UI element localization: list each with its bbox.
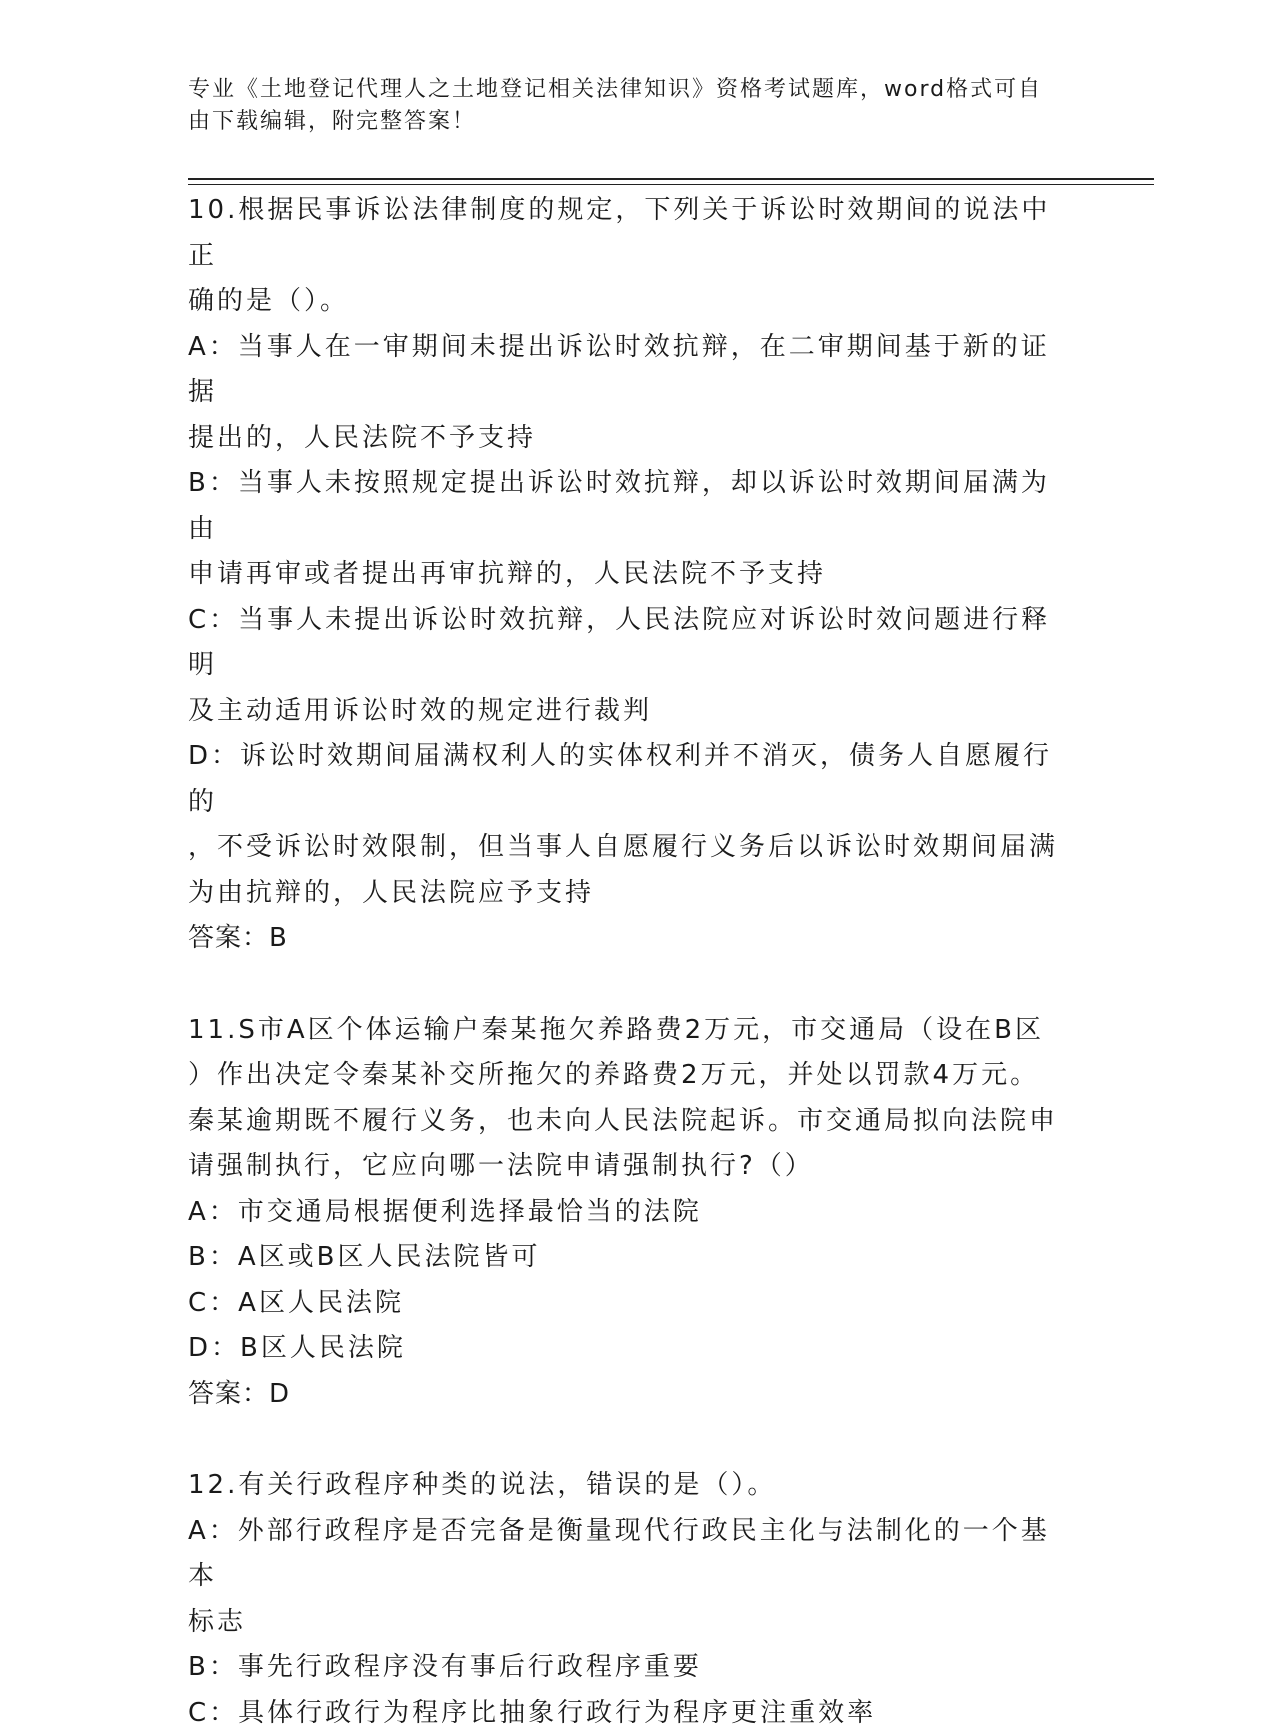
question-10 <box>188 188 1068 962</box>
option-b: 申请再审或者提出再审抗辩的，人民法院不予支持 <box>188 552 1068 598</box>
option-b: B：事先行政程序没有事后行政程序重要 <box>188 1645 1068 1691</box>
option-d: D：B区人民法院 <box>188 1326 1068 1372</box>
question-stem: 12.有关行政程序种类的说法，错误的是（）。 <box>188 1463 1068 1509</box>
option-d: D：诉讼时效期间届满权利人的实体权利并不消灭，债务人自愿履行的 <box>188 734 1068 825</box>
option-b: B：A区或B区人民法院皆可 <box>188 1235 1068 1281</box>
answer-label: 答案：B <box>188 916 1068 962</box>
option-c: C：A区人民法院 <box>188 1281 1068 1327</box>
option-a: A：市交通局根据便利选择最恰当的法院 <box>188 1190 1068 1236</box>
document-header <box>188 74 1068 138</box>
header-line: 由下载编辑，附完整答案！ <box>188 106 1068 138</box>
option-a: A：外部行政程序是否完备是衡量现代行政民主化与法制化的一个基本 <box>188 1509 1068 1600</box>
option-a: 提出的，人民法院不予支持 <box>188 416 1068 462</box>
header-divider-thin <box>188 184 1154 185</box>
question-12 <box>188 1463 1068 1736</box>
option-a: A：当事人在一审期间未提出诉讼时效抗辩，在二审期间基于新的证据 <box>188 325 1068 416</box>
question-stem: ）作出决定令秦某补交所拖欠的养路费2万元，并处以罚款4万元。 <box>188 1053 1068 1099</box>
option-a: 标志 <box>188 1600 1068 1646</box>
answer-label: 答案：D <box>188 1372 1068 1418</box>
option-d: ，不受诉讼时效限制，但当事人自愿履行义务后以诉讼时效期间届满 <box>188 825 1068 871</box>
question-stem: 10.根据民事诉讼法律制度的规定，下列关于诉讼时效期间的说法中正 <box>188 188 1068 279</box>
spacer <box>188 1417 1068 1463</box>
spacer <box>188 962 1068 1008</box>
option-c: 及主动适用诉讼时效的规定进行裁判 <box>188 689 1068 735</box>
option-b: B：当事人未按照规定提出诉讼时效抗辩，却以诉讼时效期间届满为由 <box>188 461 1068 552</box>
option-c: C：当事人未提出诉讼时效抗辩，人民法院应对诉讼时效问题进行释明 <box>188 598 1068 689</box>
question-stem: 秦某逾期既不履行义务，也未向人民法院起诉。市交通局拟向法院申 <box>188 1099 1068 1145</box>
option-d: 为由抗辩的，人民法院应予支持 <box>188 871 1068 917</box>
question-11 <box>188 1008 1068 1418</box>
question-stem: 11.S市A区个体运输户秦某拖欠养路费2万元，市交通局（设在B区 <box>188 1008 1068 1054</box>
question-list <box>188 188 1068 1736</box>
question-stem: 请强制执行，它应向哪一法院申请强制执行?（） <box>188 1144 1068 1190</box>
question-stem: 确的是（）。 <box>188 279 1068 325</box>
option-c: C：具体行政行为程序比抽象行政行为程序更注重效率 <box>188 1691 1068 1736</box>
header-divider <box>188 178 1154 180</box>
header-line: 专业《土地登记代理人之土地登记相关法律知识》资格考试题库，word格式可自 <box>188 74 1068 106</box>
